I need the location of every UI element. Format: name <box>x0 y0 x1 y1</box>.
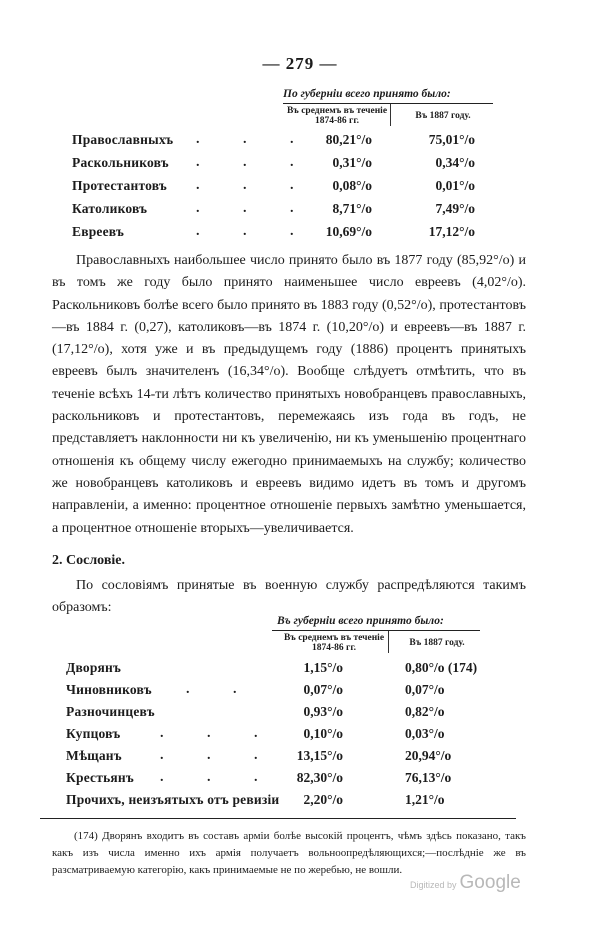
table2-row-avg: 2,20°/o <box>303 792 343 807</box>
table1-row-1887: 7,49°/o <box>435 201 475 216</box>
table1-row-1887: 0,34°/o <box>435 155 475 170</box>
table1-row-avg: 10,69°/o <box>325 224 372 239</box>
watermark-digitized-text: Digitized by <box>410 880 457 890</box>
leader-dots: . . <box>186 682 257 697</box>
table2-row-label: Мѣщанъ <box>66 748 122 763</box>
table1-header-rule <box>283 103 493 104</box>
table2-row-1887: 0,03°/o <box>405 726 445 741</box>
table1-row-avg: 8,71°/o <box>332 201 372 216</box>
leader-dots: . . . <box>196 155 314 170</box>
google-logo: Google <box>459 872 521 893</box>
table2-row-avg: 1,15°/o <box>303 660 343 675</box>
leader-dots: . . . <box>160 770 278 785</box>
table1-col-avg-header: Въ среднемъ въ теченіе 1874-86 гг. <box>286 106 388 126</box>
table2-col-divider <box>388 631 389 653</box>
table1-row-label: Протестантовъ <box>72 178 167 193</box>
table2-row-1887: 20,94°/o <box>405 748 452 763</box>
table1-row-avg: 0,31°/o <box>332 155 372 170</box>
table2-col-1887-header: Въ 1887 году. <box>409 638 465 648</box>
table1-row-1887: 17,12°/o <box>428 224 475 239</box>
table2-row-label: Прочихъ, неизъятыхъ отъ ревизіи <box>66 792 280 807</box>
table1-row-label: Евреевъ <box>72 224 125 239</box>
table2-row-1887: 0,82°/o <box>405 704 445 719</box>
table2-row-1887: 76,13°/o <box>405 770 452 785</box>
table2-row-1887: 0,07°/o <box>405 682 445 697</box>
leader-dots: . . . <box>196 178 314 193</box>
table2-col-avg-header: Въ среднемъ въ теченіе 1874-86 гг. <box>283 633 385 653</box>
table2-row-avg: 0,07°/o <box>303 682 343 697</box>
leader-dots: . . . <box>160 726 278 741</box>
table1-col-1887-header: Въ 1887 году. <box>415 111 471 121</box>
footnote-text: (174) Дворянъ входитъ въ составъ арміи болѣе высокій процентъ, чѣмъ здѣсь показано, такъ какъ изъ числа именно ихъ армія получаетъ вольноопредѣляющихся;—послѣдніе же въ разсматриваемую категорію, какъ принимаемые не по жеребью, не вошли. <box>52 830 526 876</box>
paragraph-text: Православныхъ наибольшее число принято было въ 1877 году (85,92°/o) и въ томъ же году было принято наименьшее число евреевъ (4,02°/o). Раскольниковъ болѣе всего было принято въ 1883 году (0,52°/o), протестантовъ—въ 1884 г. (0,27), католиковъ—въ 1874 г. (10,20°/o) и евреевъ—въ 1887 г. (17,12°/o), хотя уже и въ предыдущемъ году (1886) процентъ принятыхъ евреевъ былъ значителенъ (16,34°/o). Вообще слѣдуетъ отмѣтить, что въ теченіе всѣхъ 14-ти лѣтъ количество принятыхъ новобранцевъ православныхъ, раскольниковъ и протестантовъ, перемежаясь изъ года въ годъ, не представляетъ наклонности ни къ увеличенію, ни къ уменьшенію процентнаго отношенія къ общему числу ежегодно принимаемыхъ на службу; количество же новобранцевъ католиковъ и евреевъ видимо идетъ въ томъ и другомъ направленіи, а именно: процентное отношеніе первыхъ замѣтно уменьшается, а процентное отношеніе вторыхъ—увеличивается. <box>52 253 526 536</box>
table2-row-label: Дворянъ <box>66 660 122 675</box>
table2-header-span: Въ губерніи всего принято было: <box>277 615 444 627</box>
table2-row-label: Разночинцевъ <box>66 704 155 719</box>
table2-row-avg: 0,93°/o <box>303 704 343 719</box>
table2-header-rule <box>272 630 480 631</box>
table2-row-1887: 0,80°/o (174) <box>405 660 478 675</box>
section-title: 2. Сословіе. <box>52 553 125 568</box>
table1-row-avg: 80,21°/o <box>325 132 372 147</box>
table1-col-divider <box>390 104 391 126</box>
table2-row-label: Чиновниковъ <box>66 682 152 697</box>
paragraph-religion-analysis <box>52 250 526 540</box>
leader-dots: . . . <box>196 224 314 239</box>
leader-dots: . . . <box>160 748 278 763</box>
table1-row-1887: 75,01°/o <box>428 132 475 147</box>
table2-row-avg: 0,10°/o <box>303 726 343 741</box>
digitized-watermark <box>410 872 521 894</box>
footnote-rule <box>40 818 516 819</box>
table1-row-1887: 0,01°/o <box>435 178 475 193</box>
leader-dots: . . . <box>196 201 314 216</box>
table1-header-span: По губерніи всего принято было: <box>283 88 451 100</box>
paragraph-text: По сословіямъ принятые въ военную службу распредѣляются такимъ образомъ: <box>52 578 526 616</box>
table2-row-label: Крестьянъ <box>66 770 134 785</box>
table1-row-label: Католиковъ <box>72 201 148 216</box>
table2-row-1887: 1,21°/o <box>405 792 445 807</box>
leader-dots: . . . <box>196 132 314 147</box>
table2-row-avg: 82,30°/o <box>296 770 343 785</box>
table1-row-label: Раскольниковъ <box>72 155 169 170</box>
table1-row-label: Православныхъ <box>72 132 174 147</box>
table2-row-label: Купцовъ <box>66 726 121 741</box>
paragraph-estates-intro <box>52 575 526 620</box>
table2-row-avg: 13,15°/o <box>296 748 343 763</box>
page-number: — 279 — <box>262 54 338 73</box>
table1-row-avg: 0,08°/o <box>332 178 372 193</box>
